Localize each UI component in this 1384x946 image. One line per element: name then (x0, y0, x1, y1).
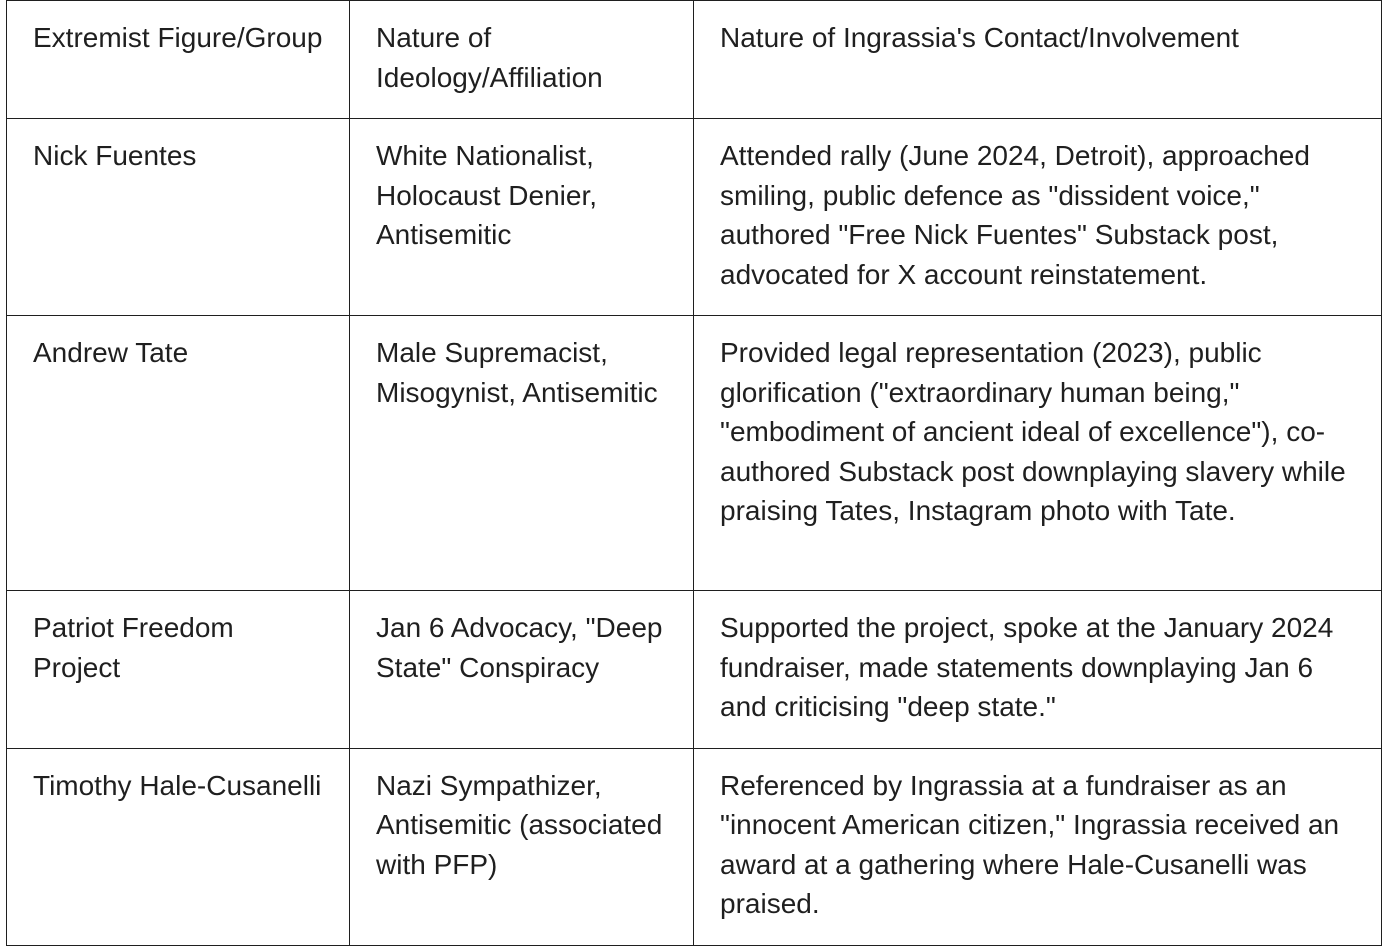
extremist-contacts-table (6, 0, 1382, 946)
cell-figure: Patriot Freedom Project (7, 591, 350, 749)
cell-involvement: Referenced by Ingrassia at a fundraiser as an "innocent American citizen," Ingrassia received an award at a gathering where Hale-Cusanelli was praised. (694, 748, 1382, 945)
cell-figure: Nick Fuentes (7, 119, 350, 316)
cell-ideology: White Nationalist, Holocaust Denier, Antisemitic (350, 119, 694, 316)
cell-involvement: Provided legal representation (2023), public glorification ("extraordinary human being," "embodiment of ancient ideal of excellence"), co-authored Substack post downplaying slavery while praising Tates, Instagram photo with Tate. (694, 316, 1382, 591)
table-row (7, 119, 1382, 316)
header-extremist-figure-group: Extremist Figure/Group (7, 1, 350, 119)
header-nature-of-contact: Nature of Ingrassia's Contact/Involvement (694, 1, 1382, 119)
extremist-contacts-table-container (6, 0, 1382, 946)
cell-figure: Andrew Tate (7, 316, 350, 591)
table-row (7, 316, 1382, 591)
cell-figure: Timothy Hale-Cusanelli (7, 748, 350, 945)
cell-involvement: Supported the project, spoke at the January 2024 fundraiser, made statements downplaying Jan 6 and criticising "deep state." (694, 591, 1382, 749)
cell-involvement: Attended rally (June 2024, Detroit), approached smiling, public defence as "dissident voice," authored "Free Nick Fuentes" Substack post, advocated for X account reinstatement. (694, 119, 1382, 316)
table-row (7, 591, 1382, 749)
cell-ideology: Male Supremacist, Misogynist, Antisemitic (350, 316, 694, 591)
table-row (7, 748, 1382, 945)
header-nature-of-ideology: Nature of Ideology/Affiliation (350, 1, 694, 119)
cell-ideology: Jan 6 Advocacy, "Deep State" Conspiracy (350, 591, 694, 749)
cell-ideology: Nazi Sympathizer, Antisemitic (associated with PFP) (350, 748, 694, 945)
table-header-row (7, 1, 1382, 119)
